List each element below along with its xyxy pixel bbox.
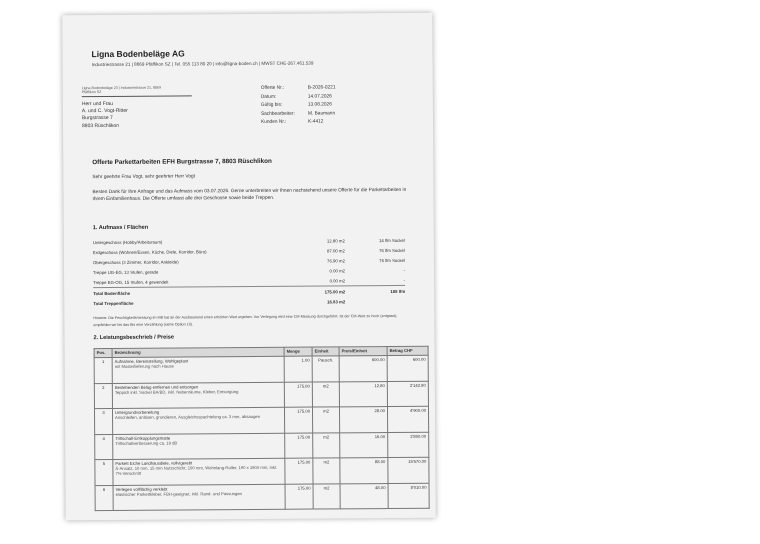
services-table bbox=[94, 346, 430, 511]
area-value: 87.00 m2 bbox=[326, 248, 345, 254]
areas-list bbox=[93, 236, 405, 308]
address-line-4: 8803 Rüschlikon bbox=[81, 122, 120, 129]
cell-description bbox=[113, 433, 285, 460]
intro-paragraph: Besten Dank für Ihre Anfrage und das Aufmass vom 03.07.2026. Gerne unterbreiten wir Ihnen nachstehend unsere Offerte für die Parkettarbeiten in Ihrem Einfamilienhaus. Die Offerte umfasst alle drei Geschosse sowie beide Treppen. bbox=[92, 187, 407, 203]
table-row bbox=[94, 381, 428, 409]
meta-row bbox=[261, 119, 336, 128]
document-title: Offerte Parkettarbeiten EFH Burgstrasse 7, 8803 Rüschlikon bbox=[92, 157, 272, 167]
cell-amount: 4'900.00 bbox=[387, 406, 428, 432]
cell-unit-price: 600.00 bbox=[339, 356, 387, 382]
cell-unit-price: 16.00 bbox=[340, 432, 388, 458]
cell-description bbox=[112, 356, 284, 383]
table-row bbox=[94, 406, 428, 434]
cell-unit-price: 48.00 bbox=[340, 483, 388, 509]
cell-amount: 8'010.00 bbox=[388, 483, 429, 509]
address-line-1: Herr und Frau bbox=[81, 100, 114, 108]
meta-key: Datum: bbox=[260, 94, 277, 100]
cell-unit: m2 bbox=[313, 483, 340, 509]
area-name: Obergeschoss (3 Zimmer, Korridor, Ankleide) bbox=[92, 259, 179, 266]
cell-description bbox=[112, 382, 284, 409]
cell-quantity: 175.00 bbox=[285, 458, 313, 484]
area-name: Erdgeschoss (Wohnen/Essen, Küche, Diele, Korridor, Büro) bbox=[92, 249, 207, 256]
cell-pos: 1 bbox=[94, 357, 112, 383]
item-desc: Anschleifen, anlösen, grundieren, Ausgleichsspachtelung ca. 3 mm, absaugen bbox=[115, 413, 261, 420]
section-heading-areas: 1. Aufmass / Flächen bbox=[92, 224, 149, 232]
cell-amount: 2'800.00 bbox=[388, 432, 429, 458]
area-value: 12.80 m2 bbox=[326, 238, 345, 244]
col-header-description: Bezeichnung bbox=[112, 347, 284, 357]
col-header-quantity: Menge bbox=[284, 347, 312, 356]
meta-key: Offerte Nr.: bbox=[260, 85, 285, 91]
meta-key: Sachbearbeiter: bbox=[260, 111, 295, 117]
item-desc: Teppich inkl. Sockel BA/BD, inkl. Nebenräume, Kleber, Entsorgung bbox=[114, 388, 239, 395]
meta-value: 14.07.2026 bbox=[307, 93, 332, 100]
item-desc: Ä-Ansatz, 10 mm, 15 mm Nutzschicht, 190 mm, Wohnlang-Roller, 190 x 1900 mm, inkl. 7% Verschnitt bbox=[115, 464, 278, 476]
area-extra: 76 lfm Sockel bbox=[379, 258, 405, 264]
area-value: 175.00 m2 bbox=[324, 289, 346, 295]
area-name: Untergeschoss (Hobby/Arbeitsraum) bbox=[92, 240, 163, 246]
area-value: 0.00 m2 bbox=[329, 268, 346, 274]
meta-value: M. Baumann bbox=[307, 110, 336, 117]
col-header-unit: Einheit bbox=[312, 347, 339, 356]
address-line-2: A. und C. Vogt-Ritter bbox=[81, 108, 128, 115]
item-title: Untergrundvorbereitung bbox=[114, 409, 160, 415]
cell-amount: 15'570.00 bbox=[388, 457, 429, 483]
cell-pos: 3 bbox=[94, 408, 112, 434]
area-extra: 14 lfm Sockel bbox=[379, 238, 405, 244]
cell-description bbox=[113, 484, 285, 511]
cell-quantity: 175.00 bbox=[284, 407, 312, 433]
cell-quantity: 1.00 bbox=[284, 356, 312, 382]
area-value: 0.00 m2 bbox=[329, 278, 346, 284]
item-title: Trittschall-Entkopplungsmatte bbox=[115, 435, 171, 441]
sender-line-2: Pfäffikon SZ bbox=[81, 90, 102, 95]
cell-unit: m2 bbox=[313, 432, 340, 458]
company-name: Ligna Bodenbeläge AG bbox=[91, 48, 185, 60]
cell-amount: 600.00 bbox=[387, 355, 428, 381]
offer-meta bbox=[261, 85, 336, 128]
item-desc: elastischer Parkettkleber, FBH-geeignet, inkl. Rand- und Passungen bbox=[115, 490, 243, 497]
meta-value: 13.08.2026 bbox=[307, 102, 332, 108]
col-header-pos: Pos. bbox=[94, 348, 112, 357]
item-desc: Trittschallverbesserung ca. 19 dB bbox=[115, 440, 178, 446]
table-row bbox=[94, 355, 428, 383]
moisture-note: Hinweis: Die Feuchtigkeitsmessung im MB hat an der Ausbauwand einen erhöhten Wert ergeben. Vor Verlegung wird eine CM-Messung durchgeführt. Ist der CM-Wert zu hoch (entgraut), empfehlen wir bis das Bis eine Verzählung (siehe Option 10). bbox=[93, 313, 398, 327]
area-extra: 76 lfm Sockel bbox=[379, 248, 405, 254]
cell-pos: 2 bbox=[94, 383, 112, 409]
cell-pos: 4 bbox=[95, 434, 113, 460]
item-title: Aufnahme, Bereinstellung, Wohlgeplant bbox=[114, 358, 189, 364]
cell-description bbox=[112, 407, 284, 434]
cell-unit: Pausch. bbox=[312, 356, 339, 382]
cell-pos: 5 bbox=[95, 459, 113, 485]
cell-unit: m2 bbox=[312, 407, 339, 433]
meta-row bbox=[261, 111, 336, 120]
cell-unit: m2 bbox=[313, 458, 340, 484]
cell-quantity: 175.00 bbox=[284, 382, 312, 408]
item-title: Verlegen vollflächig verklebt bbox=[115, 486, 168, 492]
area-value: 76.90 m2 bbox=[327, 258, 345, 264]
cell-quantity: 175.00 bbox=[285, 484, 313, 510]
item-desc: mit Musterlieferung nach Hause bbox=[114, 363, 174, 369]
area-name: Treppe EG-OG, 15 Stufen, 4 gewendelt bbox=[93, 279, 169, 286]
cell-quantity: 175.00 bbox=[285, 433, 313, 459]
cell-unit-price: 12.80 bbox=[339, 381, 387, 407]
sender-line-1: Ligna Bodenbeläge 23 | Industriestrasse 21, 8869 bbox=[81, 85, 162, 91]
sender-return-address bbox=[82, 85, 192, 97]
cell-amount: 2'142.80 bbox=[387, 381, 428, 407]
area-name: Total Treppenfläche bbox=[93, 300, 134, 306]
address-line-3: Burgstrasse 7 bbox=[81, 115, 113, 122]
recipient-address bbox=[82, 101, 128, 130]
meta-key: Kunden Nr.: bbox=[260, 119, 287, 125]
meta-value: K-4412 bbox=[307, 119, 324, 125]
col-header-amount: Betrag CHF bbox=[387, 346, 428, 355]
area-extra: 188 lfm bbox=[390, 288, 406, 294]
area-extra: - bbox=[403, 277, 406, 283]
salutation: Sehr geehrte Frau Vogt, sehr geehrter Herr Vogt bbox=[92, 174, 196, 181]
cell-unit-price: 88.00 bbox=[340, 458, 388, 484]
area-name: Total Bodenfläche bbox=[93, 290, 131, 296]
table-row bbox=[95, 483, 429, 511]
cell-unit: m2 bbox=[312, 381, 339, 407]
company-contact-line: Industriestrasse 21 | 8869 Pfäffikon SZ | Tel. 055 113 80 20 | info@ligna-boden.ch | MWST CHE-267.461.539 bbox=[91, 60, 314, 68]
col-header-unit-price: Preis/Einheit bbox=[339, 347, 387, 356]
area-value: 16.83 m2 bbox=[327, 299, 346, 305]
area-extra: - bbox=[403, 268, 406, 274]
item-title: Parkett Eiche Landhausdiele, vollvigerebt bbox=[115, 460, 193, 466]
cell-unit-price: 28.00 bbox=[339, 407, 387, 433]
cell-pos: 6 bbox=[95, 485, 113, 511]
area-name: Treppe UG-EG, 13 Stufen, gerade bbox=[93, 269, 159, 276]
offer-document bbox=[62, 13, 436, 521]
meta-value: B-2026-0221 bbox=[307, 85, 336, 91]
cell-description bbox=[113, 458, 285, 485]
section-heading-services: 2. Leistungsbeschrieb / Preise bbox=[93, 334, 175, 342]
meta-key: Gültig bis: bbox=[260, 102, 283, 108]
area-total-row bbox=[93, 296, 405, 308]
item-title: Bestehenden Belag entfernen und entsorgen bbox=[114, 383, 199, 390]
table-row bbox=[95, 432, 429, 460]
table-row bbox=[95, 457, 429, 485]
